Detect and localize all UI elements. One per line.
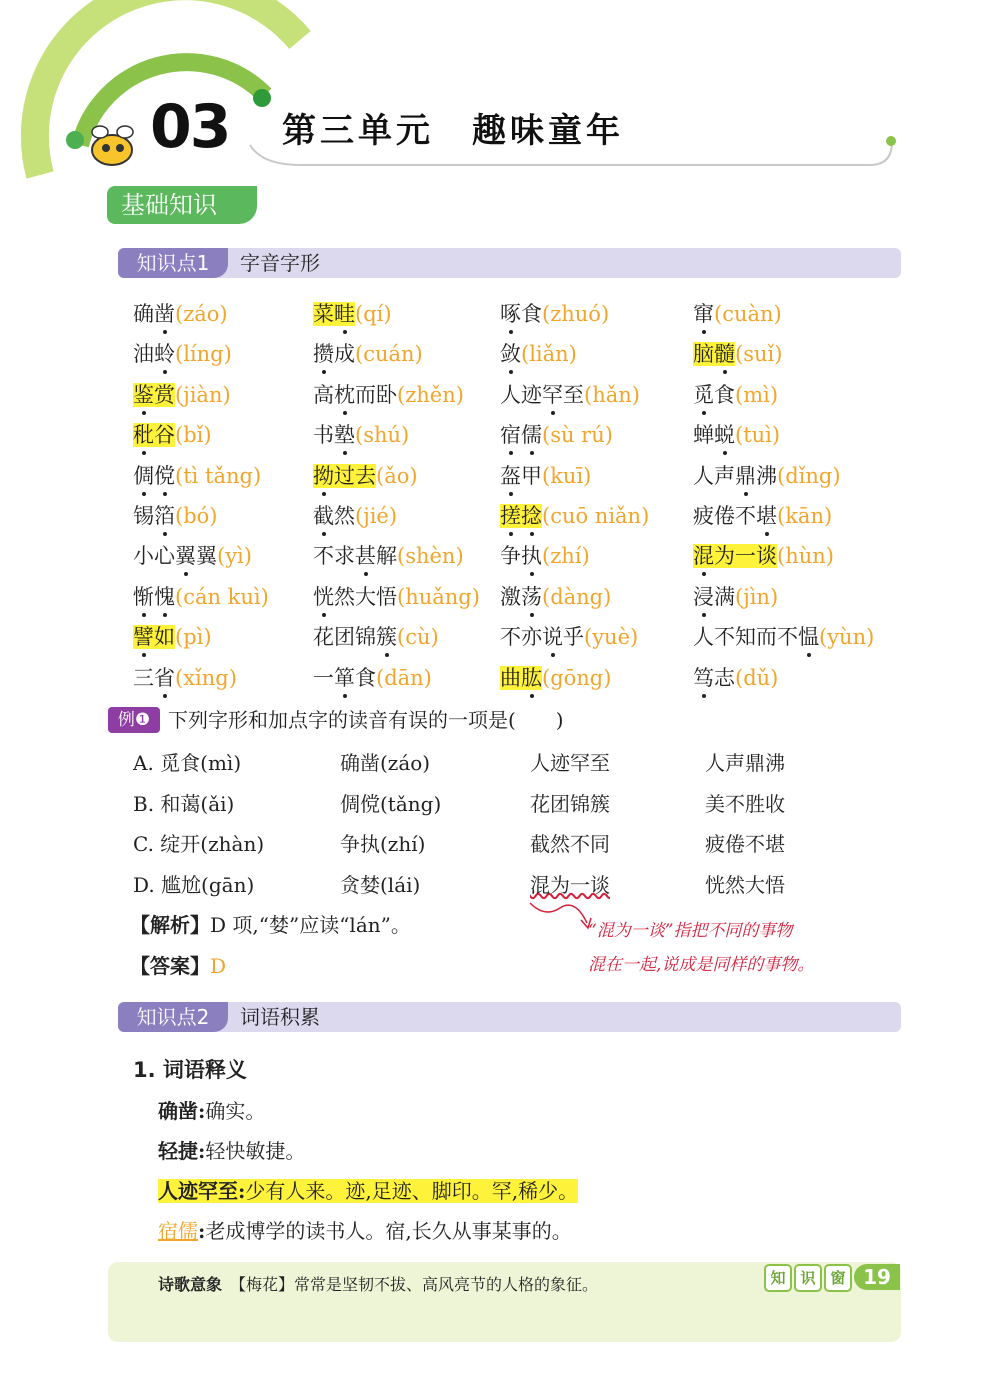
vocab-pinyin: (dān) <box>376 665 432 690</box>
vocab-pinyin: (mì) <box>735 382 779 407</box>
vocab-pinyin: (liǎn) <box>521 342 577 367</box>
vocab-pinyin: (záo) <box>175 302 228 326</box>
knowledge-point-2-bar <box>118 1002 901 1032</box>
vocab-entry <box>693 420 780 450</box>
vocab-word: 混为一谈 <box>693 544 777 568</box>
vocab-word: 拗过去 <box>313 464 376 488</box>
example-option-cell: C. 绽开(zhàn) <box>133 832 265 856</box>
vocab-entry <box>313 663 432 693</box>
vocab-pinyin: (shú) <box>355 423 410 448</box>
page-number: 19 <box>854 1264 900 1290</box>
vocab-word: 菜畦 <box>313 302 355 326</box>
definition-text: 少有人来。迹,足迹、脚印。罕,稀少。 <box>245 1179 579 1203</box>
vocab-entry <box>313 622 439 652</box>
example-option-cell: D. 尴尬(gān) <box>133 872 255 897</box>
vocab-entry <box>500 299 609 329</box>
example-question: 下列字形和加点字的读音有误的一项是( ) <box>168 708 564 732</box>
vocab-pinyin: (gōng) <box>542 665 612 690</box>
definition-text: 轻快敏捷。 <box>205 1139 306 1163</box>
vocab-word: 三省 <box>133 666 175 690</box>
example-option-cell: 混为一谈 <box>530 872 610 897</box>
vocab-entry <box>500 461 591 491</box>
vocab-entry <box>313 420 409 450</box>
definition-separator: : <box>198 1099 206 1123</box>
vocab-word: 确凿 <box>133 302 175 326</box>
section-tab: 基础知识 <box>107 186 257 224</box>
vocab-pinyin: (kuī) <box>542 463 592 488</box>
vocab-pinyin: (pì) <box>175 625 212 650</box>
vocab-entry <box>500 339 577 369</box>
definition-term: 轻捷 <box>158 1139 198 1163</box>
definitions-heading: 1. 词语释义 <box>133 1058 247 1082</box>
vocab-pinyin: (ǎo) <box>376 463 418 488</box>
vocab-entry <box>133 461 261 491</box>
knowledge-point-title: 词语积累 <box>240 1005 320 1029</box>
vocab-entry <box>500 663 611 693</box>
example-option-cell: 美不胜收 <box>705 791 785 816</box>
vocab-word: 脑髓 <box>693 342 735 366</box>
vocab-word: 不亦说乎 <box>500 625 584 649</box>
example-option-cell: 截然不同 <box>530 832 610 856</box>
window-char: 知 <box>764 1264 792 1292</box>
vocab-word: 笃志 <box>693 666 735 690</box>
example-option-cell: 人声鼎沸 <box>705 751 785 775</box>
annotation-note-line2: 混在一起,说成是同样的事物。 <box>588 955 815 975</box>
vocab-pinyin: (líng) <box>175 342 232 367</box>
knowledge-window-content: 【梅花】常常是坚韧不拔、高风亮节的人格的象征。 <box>238 1275 599 1294</box>
vocab-word: 一箪食 <box>313 666 376 690</box>
vocab-pinyin: (cuàn) <box>714 302 782 326</box>
knowledge-point-title: 字音字形 <box>240 251 320 275</box>
knowledge-point-label: 知识点1 <box>118 248 228 278</box>
vocab-entry <box>693 622 874 652</box>
answer-line <box>130 951 226 981</box>
vocab-pinyin: (jié) <box>355 504 398 528</box>
vocab-pinyin: (dàng) <box>542 584 612 609</box>
analysis-text: D 项,“婪”应读“lán”。 <box>210 913 411 937</box>
vocab-pinyin: (bó) <box>175 504 218 528</box>
vocab-entry <box>693 299 782 329</box>
vocab-pinyin: (tì tǎng) <box>175 463 262 488</box>
vocab-pinyin: (jìn) <box>735 584 779 609</box>
vocab-entry <box>500 501 649 531</box>
analysis-line <box>130 910 411 940</box>
vocab-word: 譬如 <box>133 625 175 649</box>
vocab-word: 鉴赏 <box>133 383 175 407</box>
vocab-entry <box>133 299 228 329</box>
definition-term: 宿儒 <box>158 1219 198 1243</box>
vocab-word: 倜傥 <box>133 464 175 488</box>
vocab-word: 不求甚解 <box>313 544 397 568</box>
knowledge-point-1-bar <box>118 248 901 278</box>
definition-text: 确实。 <box>205 1099 266 1123</box>
vocab-pinyin: (yuè) <box>584 625 639 650</box>
vocab-pinyin: (qí) <box>355 302 392 326</box>
answer-text: D <box>210 954 227 978</box>
vocab-entry <box>500 380 640 410</box>
vocab-word: 窜 <box>693 302 714 326</box>
window-char: 窗 <box>824 1264 852 1292</box>
vocab-pinyin: (zhuó) <box>542 302 610 326</box>
vocab-entry <box>693 461 841 491</box>
example-option-cell: 人迹罕至 <box>530 751 610 775</box>
knowledge-window-label: 诗歌意象 <box>158 1275 223 1294</box>
vocab-pinyin: (yùn) <box>819 625 875 650</box>
vocab-word: 秕谷 <box>133 423 175 447</box>
example-option-cell: 贪婪(lái) <box>340 872 421 897</box>
vocab-word: 人迹罕至 <box>500 383 584 407</box>
vocab-pinyin: (cuán) <box>355 342 423 367</box>
vocab-entry <box>500 420 613 450</box>
vocab-word: 蝉蜕 <box>693 423 735 447</box>
example-option-cell: 恍然大悟 <box>705 872 785 897</box>
vocab-word: 锡箔 <box>133 504 175 528</box>
vocab-entry <box>133 582 269 612</box>
vocab-entry <box>313 380 464 410</box>
window-char: 识 <box>794 1264 822 1292</box>
vocab-pinyin: (huǎng) <box>397 584 480 609</box>
vocab-word: 觅食 <box>693 383 735 407</box>
vocab-word: 惭愧 <box>133 585 175 609</box>
vocab-entry <box>133 380 231 410</box>
vocab-word: 敛 <box>500 342 521 366</box>
vocab-word: 盔甲 <box>500 464 542 488</box>
vocab-word: 油蛉 <box>133 342 175 366</box>
vocab-word: 攒成 <box>313 342 355 366</box>
definition-separator: : <box>198 1219 206 1243</box>
annotation-note-line1: “混为一谈”指把不同的事物 <box>588 921 793 941</box>
definition-item-highlighted <box>158 1176 578 1206</box>
vocab-entry <box>133 622 212 652</box>
vocab-entry <box>500 541 590 571</box>
definition-term: 人迹罕至 <box>158 1179 238 1203</box>
vocab-word: 啄食 <box>500 302 542 326</box>
definition-term: 确凿 <box>158 1099 198 1123</box>
vocab-pinyin: (yì) <box>217 544 252 569</box>
vocab-pinyin: (shèn) <box>397 544 464 569</box>
vocab-entry <box>133 501 217 531</box>
unit-number: 03 <box>150 92 230 162</box>
vocab-word: 曲肱 <box>500 666 542 690</box>
example-option-cell: 确凿(záo) <box>340 751 431 775</box>
definition-item <box>158 1136 305 1166</box>
knowledge-point-label: 知识点2 <box>118 1002 228 1032</box>
definition-separator: : <box>198 1139 206 1163</box>
vocab-entry <box>133 339 232 369</box>
vocab-pinyin: (xǐng) <box>175 665 237 690</box>
answer-label: 【答案】 <box>130 954 210 978</box>
vocab-word: 截然 <box>313 504 355 528</box>
analysis-label: 【解析】 <box>130 913 210 937</box>
vocab-pinyin: (suǐ) <box>735 342 783 367</box>
vocab-pinyin: (cuō niǎn) <box>542 504 650 528</box>
vocab-word: 争执 <box>500 544 542 568</box>
vocab-pinyin: (tuì) <box>735 423 781 448</box>
vocab-pinyin: (hǎn) <box>584 382 640 407</box>
vocab-word: 小心翼翼 <box>133 544 217 568</box>
vocab-word: 激荡 <box>500 585 542 609</box>
vocab-entry <box>693 501 832 531</box>
vocab-entry <box>693 541 834 571</box>
vocab-entry <box>693 582 778 612</box>
vocab-entry <box>313 501 397 531</box>
vocab-word: 人不知而不愠 <box>693 625 819 649</box>
vocab-word: 人声鼎沸 <box>693 464 777 488</box>
vocab-pinyin: (bǐ) <box>175 423 212 448</box>
vocab-pinyin: (cán kuì) <box>175 584 269 609</box>
vocab-pinyin: (cù) <box>397 625 439 650</box>
example-badge: 例❶ <box>108 707 160 733</box>
example-option-cell: 花团锦簇 <box>530 791 610 816</box>
knowledge-window-text <box>158 1272 598 1298</box>
vocab-pinyin: (sù rú) <box>542 423 613 448</box>
vocab-entry <box>500 582 611 612</box>
vocab-entry <box>133 663 237 693</box>
definition-item <box>158 1216 572 1246</box>
vocab-pinyin: (jiàn) <box>175 382 231 407</box>
example-option-cell: B. 和蔼(ǎi) <box>133 791 235 816</box>
example-option-cell: 争执(zhí) <box>340 832 426 856</box>
example-option-cell: A. 觅食(mì) <box>133 751 242 775</box>
vocab-entry <box>313 461 418 491</box>
vocab-pinyin: (hùn) <box>777 544 834 569</box>
vocab-pinyin: (zhí) <box>542 544 590 569</box>
unit-title: 第三单元 趣味童年 <box>282 111 624 151</box>
vocab-word: 高枕而卧 <box>313 383 397 407</box>
vocab-entry <box>313 541 464 571</box>
vocab-entry <box>133 420 212 450</box>
vocab-word: 恍然大悟 <box>313 585 397 609</box>
vocab-word: 书塾 <box>313 423 355 447</box>
definition-item <box>158 1096 265 1126</box>
vocab-entry <box>133 541 252 571</box>
vocab-word: 花团锦簇 <box>313 625 397 649</box>
definition-separator: : <box>238 1179 246 1203</box>
vocab-word: 搓捻 <box>500 504 542 528</box>
vocab-entry <box>313 299 392 329</box>
definition-text: 老成博学的读书人。宿,长久从事某事的。 <box>205 1219 572 1243</box>
vocab-entry <box>693 663 778 693</box>
vocab-entry <box>500 622 638 652</box>
vocab-pinyin: (kān) <box>777 504 833 528</box>
vocab-entry <box>313 582 480 612</box>
vocab-entry <box>693 339 782 369</box>
vocab-entry <box>693 380 778 410</box>
vocab-word: 浸满 <box>693 585 735 609</box>
vocab-pinyin: (dǐng) <box>777 463 841 488</box>
vocab-pinyin: (dǔ) <box>735 665 779 690</box>
bee-icon <box>92 126 133 165</box>
vocab-word: 宿儒 <box>500 423 542 447</box>
vocab-word: 疲倦不堪 <box>693 504 777 528</box>
example-option-cell: 倜傥(tǎng) <box>340 791 442 816</box>
vocab-entry <box>313 339 423 369</box>
vocab-pinyin: (zhěn) <box>397 382 464 407</box>
example-option-cell: 疲倦不堪 <box>705 832 785 856</box>
